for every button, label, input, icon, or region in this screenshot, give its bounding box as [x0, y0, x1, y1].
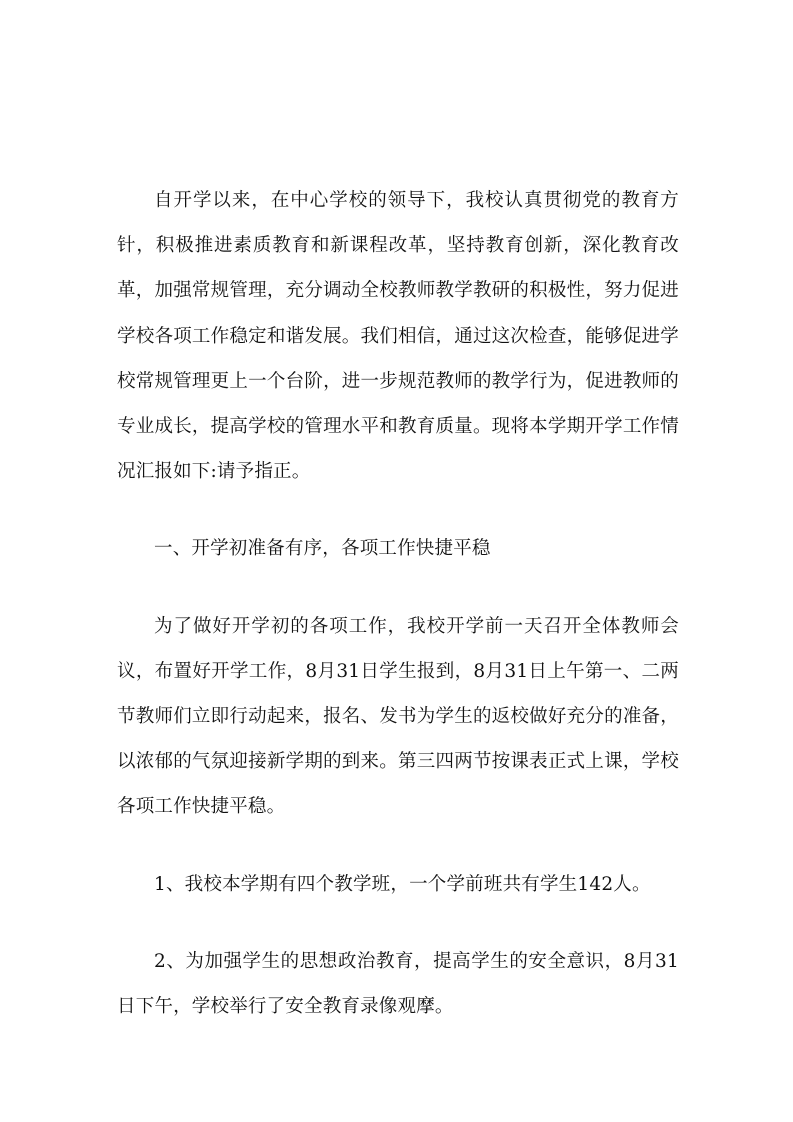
section-body-paragraph: 为了做好开学初的各项工作，我校开学前一天召开全体教师会议，布置好开学工作，8月31日学生报到，8月31日上午第一、二两节教师们立即行动起来，报名、发书为学生的返校做好充分的准备，以浓郁的气氛迎接新学期的到来。第三四两节按课表正式上课，学校各项工作快捷平稳。 [117, 615, 679, 818]
intro-paragraph: 自开学以来，在中心学校的领导下，我校认真贯彻党的教育方针，积极推进素质教育和新课程改革，坚持教育创新，深化教育改革，加强常规管理，充分调动全校教师教学教研的积极性，努力促进学校各项工作稳定和谐发展。我们相信，通过这次检查，能够促进学校常规管理更上一个台阶，进一步规范教师的教学行为，促进教师的专业成长，提高学校的管理水平和教育质量。现将本学期开学工作情况汇报如下:请予指正。 [117, 190, 679, 483]
list-item: 2、为加强学生的思想政治教育，提高学生的安全意识，8月31日下午，学校举行了安全教育录像观摩。 [117, 950, 679, 1018]
section-heading: 一、开学初准备有序，各项工作快捷平稳 [154, 538, 491, 560]
list-item: 1、我校本学期有四个教学班，一个学前班共有学生142人。 [154, 873, 651, 895]
document-body [117, 178, 679, 1029]
